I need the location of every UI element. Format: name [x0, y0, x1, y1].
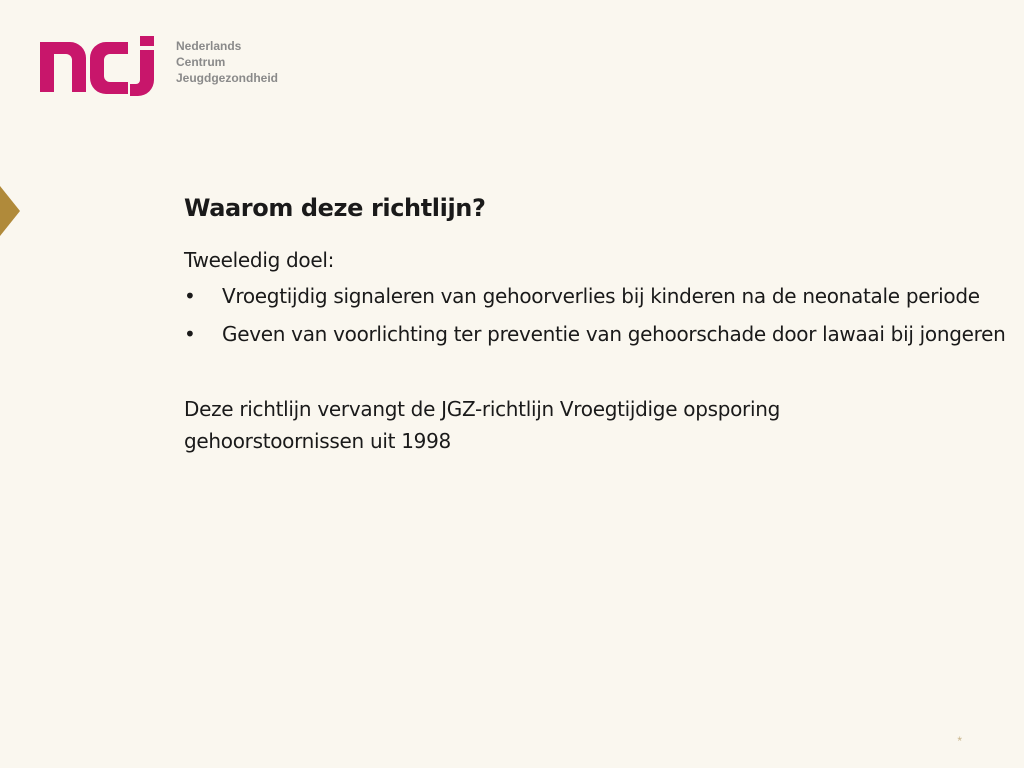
- intro-text: Tweeledig doel:: [184, 248, 335, 272]
- slide-content: [184, 188, 1014, 457]
- logo-wordmark: [176, 38, 278, 86]
- list-item-text: Geven van voorlichting ter preventie van gehoorschade door lawaai bij jongeren: [222, 322, 1006, 346]
- slide-title: Waarom deze richtlijn?: [184, 194, 486, 222]
- bullet-icon: •: [184, 322, 196, 346]
- logo-line-2: Centrum: [176, 55, 226, 69]
- slide-arrow-marker: [0, 186, 20, 236]
- bullet-icon: •: [184, 284, 196, 308]
- logo-line-3: Jeugdgezondheid: [176, 71, 278, 85]
- ncj-logo-mark: [40, 36, 166, 96]
- list-item: [184, 318, 1014, 351]
- replacement-note: Deze richtlijn vervangt de JGZ-richtlijn Vroegtijdige opsporing gehoorstoornissen uit 1998: [184, 397, 781, 453]
- page-marker: *: [957, 734, 962, 748]
- logo-line-1: Nederlands: [176, 39, 242, 53]
- goal-list: [184, 280, 1014, 351]
- list-item: [184, 280, 1014, 313]
- list-item-text: Vroegtijdig signaleren van gehoorverlies bij kinderen na de neonatale periode: [222, 284, 980, 308]
- ncj-logo: [40, 36, 278, 96]
